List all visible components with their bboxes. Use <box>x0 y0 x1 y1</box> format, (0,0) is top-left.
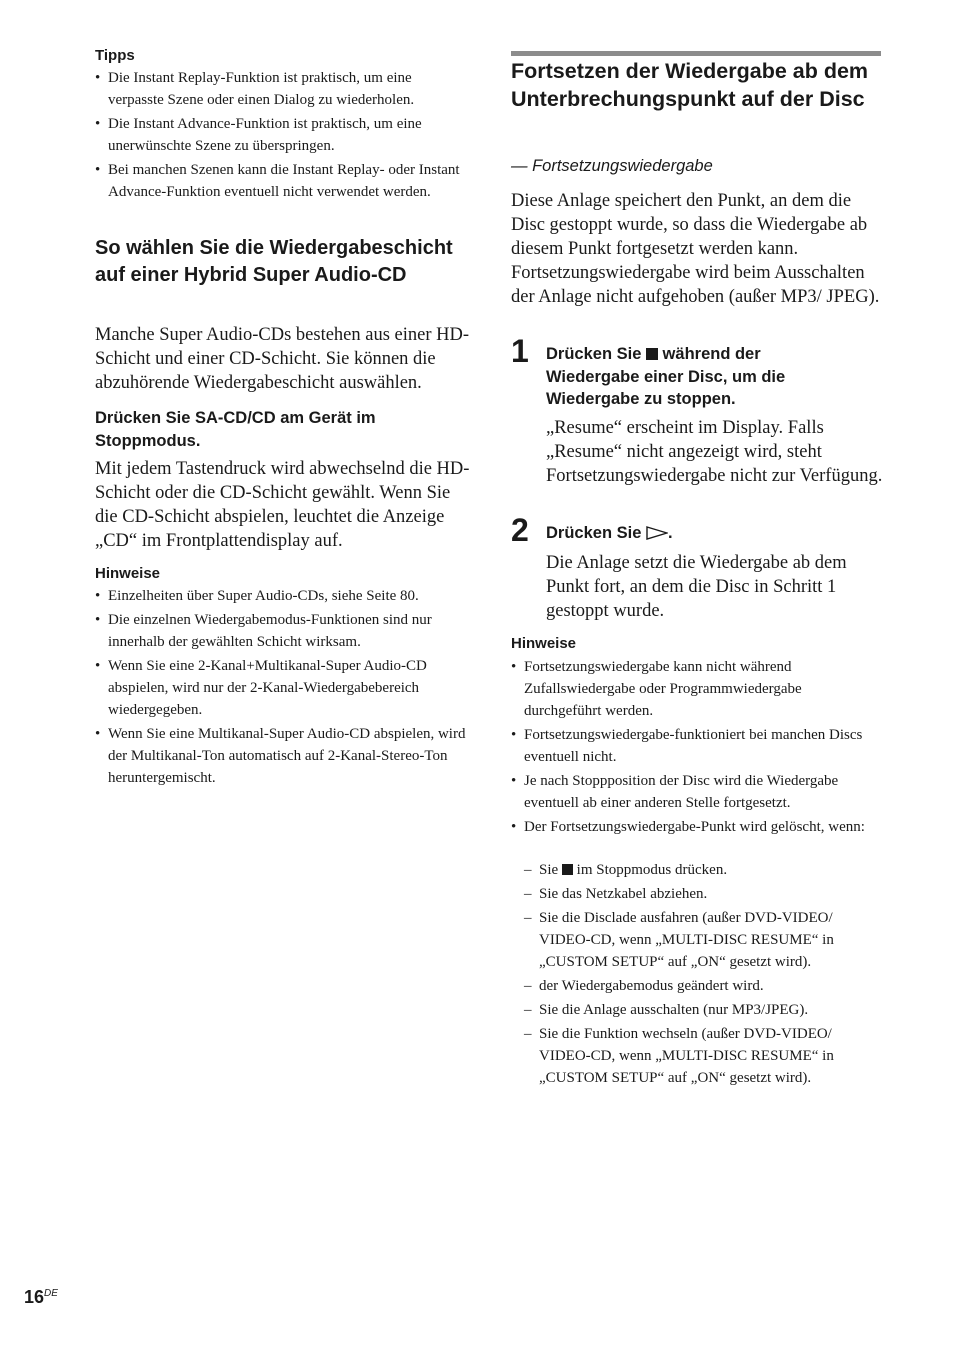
tipps-list <box>95 67 467 205</box>
step-number-1: 1 <box>511 333 529 369</box>
instruction-heading: Drücken Sie SA-CD/CD am Gerät im Stoppmodus. <box>95 409 376 450</box>
step-1-text-a: Drücken Sie <box>546 345 646 363</box>
resume-intro: Diese Anlage speichert den Punkt, an dem die Disc gestoppt wurde, so dass die Wiedergabe ab diesem Punkt fortgesetzt werden kann. Fortsetzungswiedergabe wird beim Ausschalten der Anlage nicht aufgehoben (außer MP3/ JPEG). <box>511 191 880 307</box>
conditions-list <box>524 859 881 1091</box>
stop-icon <box>562 864 573 875</box>
page-number <box>24 1283 58 1308</box>
hinweise-list <box>95 585 467 791</box>
section-title-resume: Fortsetzen der Wiedergabe ab dem Unterbrechungspunkt auf der Disc <box>511 59 869 111</box>
hinweise-heading: Hinweise <box>95 565 161 582</box>
list-item: • Fortsetzungswiedergabe kann nicht während Zufallswiedergabe oder Programmwiedergabe durchgeführt werden. <box>511 656 881 722</box>
page-number-suffix: DE <box>44 1288 58 1299</box>
step-1-text-b: während der Wiedergabe einer Disc, um die Wiedergabe zu stoppen. <box>546 345 786 408</box>
instruction-body: Mit jedem Tastendruck wird abwechselnd die HD-Schicht oder die CD-Schicht gewählt. Wenn Sie die CD-Schicht abspielen, leuchtet die Anzeige „CD“ im Frontplattendisplay auf. <box>95 459 470 551</box>
list-item: • Wenn Sie eine 2-Kanal+Multikanal-Super Audio-CD abspielen, wird nur der 2-Kanal-Wiedergabebereich wiedergegeben. <box>95 655 467 721</box>
list-item: • Die Instant Advance-Funktion ist praktisch, um eine unerwünschte Szene zu überspringen. <box>95 113 467 157</box>
list-item: • Wenn Sie eine Multikanal-Super Audio-CD abspielen, wird der Multikanal-Ton automatisch auf 2-Kanal-Stereo-Ton heruntergemischt. <box>95 723 467 789</box>
dash-first-a: Sie <box>539 862 562 878</box>
section-title-layer: So wählen Sie die Wiedergabeschicht auf einer Hybrid Super Audio-CD <box>95 237 453 286</box>
list-item: – Sie das Netzkabel abziehen. <box>524 883 881 905</box>
step-1-heading <box>546 343 846 411</box>
hinweise-list-right <box>511 656 881 840</box>
list-item: • Einzelheiten über Super Audio-CDs, siehe Seite 80. <box>95 585 467 607</box>
hinweise-heading-right: Hinweise <box>511 635 577 652</box>
list-item: • Die Instant Replay-Funktion ist praktisch, um eine verpasste Szene oder einen Dialog zu wiederholen. <box>95 67 467 111</box>
list-item: • Je nach Stoppposition der Disc wird die Wiedergabe eventuell ab einer anderen Stelle fortgesetzt. <box>511 770 881 814</box>
list-item: • Fortsetzungswiedergabe-funktioniert bei manchen Discs eventuell nicht. <box>511 724 881 768</box>
play-icon <box>646 526 668 540</box>
list-item: • Die einzelnen Wiedergabemodus-Funktionen sind nur innerhalb der gewählten Schicht wirksam. <box>95 609 467 653</box>
list-item: • Der Fortsetzungswiedergabe-Punkt wird gelöscht, wenn: <box>511 816 881 838</box>
step-number-2: 2 <box>511 512 529 548</box>
list-item: – Sie die Disclade ausfahren (außer DVD-VIDEO/ VIDEO-CD, wenn „MULTI-DISC RESUME“ in „CUSTOM SETUP“ auf „ON“ gesetzt wird). <box>524 907 881 973</box>
section-subtitle: — Fortsetzungswiedergabe <box>511 157 713 175</box>
layer-intro: Manche Super Audio-CDs bestehen aus einer HD-Schicht und einer CD-Schicht. Sie können die abzuhörende Wiedergabeschicht auswählen. <box>95 325 470 393</box>
tipps-heading: Tipps <box>95 47 135 64</box>
step-2-text-b: . <box>667 524 673 542</box>
page-number-value: 16 <box>24 1287 45 1307</box>
step-2-heading <box>546 522 846 545</box>
list-item: – Sie die Anlage ausschalten (nur MP3/JPEG). <box>524 999 881 1021</box>
section-rule <box>511 51 881 56</box>
stop-icon <box>646 348 658 360</box>
step-2-body: Die Anlage setzt die Wiedergabe ab dem Punkt fort, an dem die Disc in Schritt 1 gestoppt wurde. <box>546 553 847 621</box>
step-2-text-a: Drücken Sie <box>546 524 646 542</box>
step-1-body: „Resume“ erscheint im Display. Falls „Resume“ nicht angezeigt wird, steht Fortsetzungswiedergabe nicht zur Verfügung. <box>546 418 883 486</box>
dash-first-b: im Stoppmodus drücken. <box>572 862 728 878</box>
list-item: – Sie die Funktion wechseln (außer DVD-VIDEO/ VIDEO-CD, wenn „MULTI-DISC RESUME“ in „CUSTOM SETUP“ auf „ON“ gesetzt wird). <box>524 1023 881 1089</box>
list-item <box>524 859 881 881</box>
list-item: • Bei manchen Szenen kann die Instant Replay- oder Instant Advance-Funktion eventuell nicht verwendet werden. <box>95 159 467 203</box>
list-item: – der Wiedergabemodus geändert wird. <box>524 975 881 997</box>
